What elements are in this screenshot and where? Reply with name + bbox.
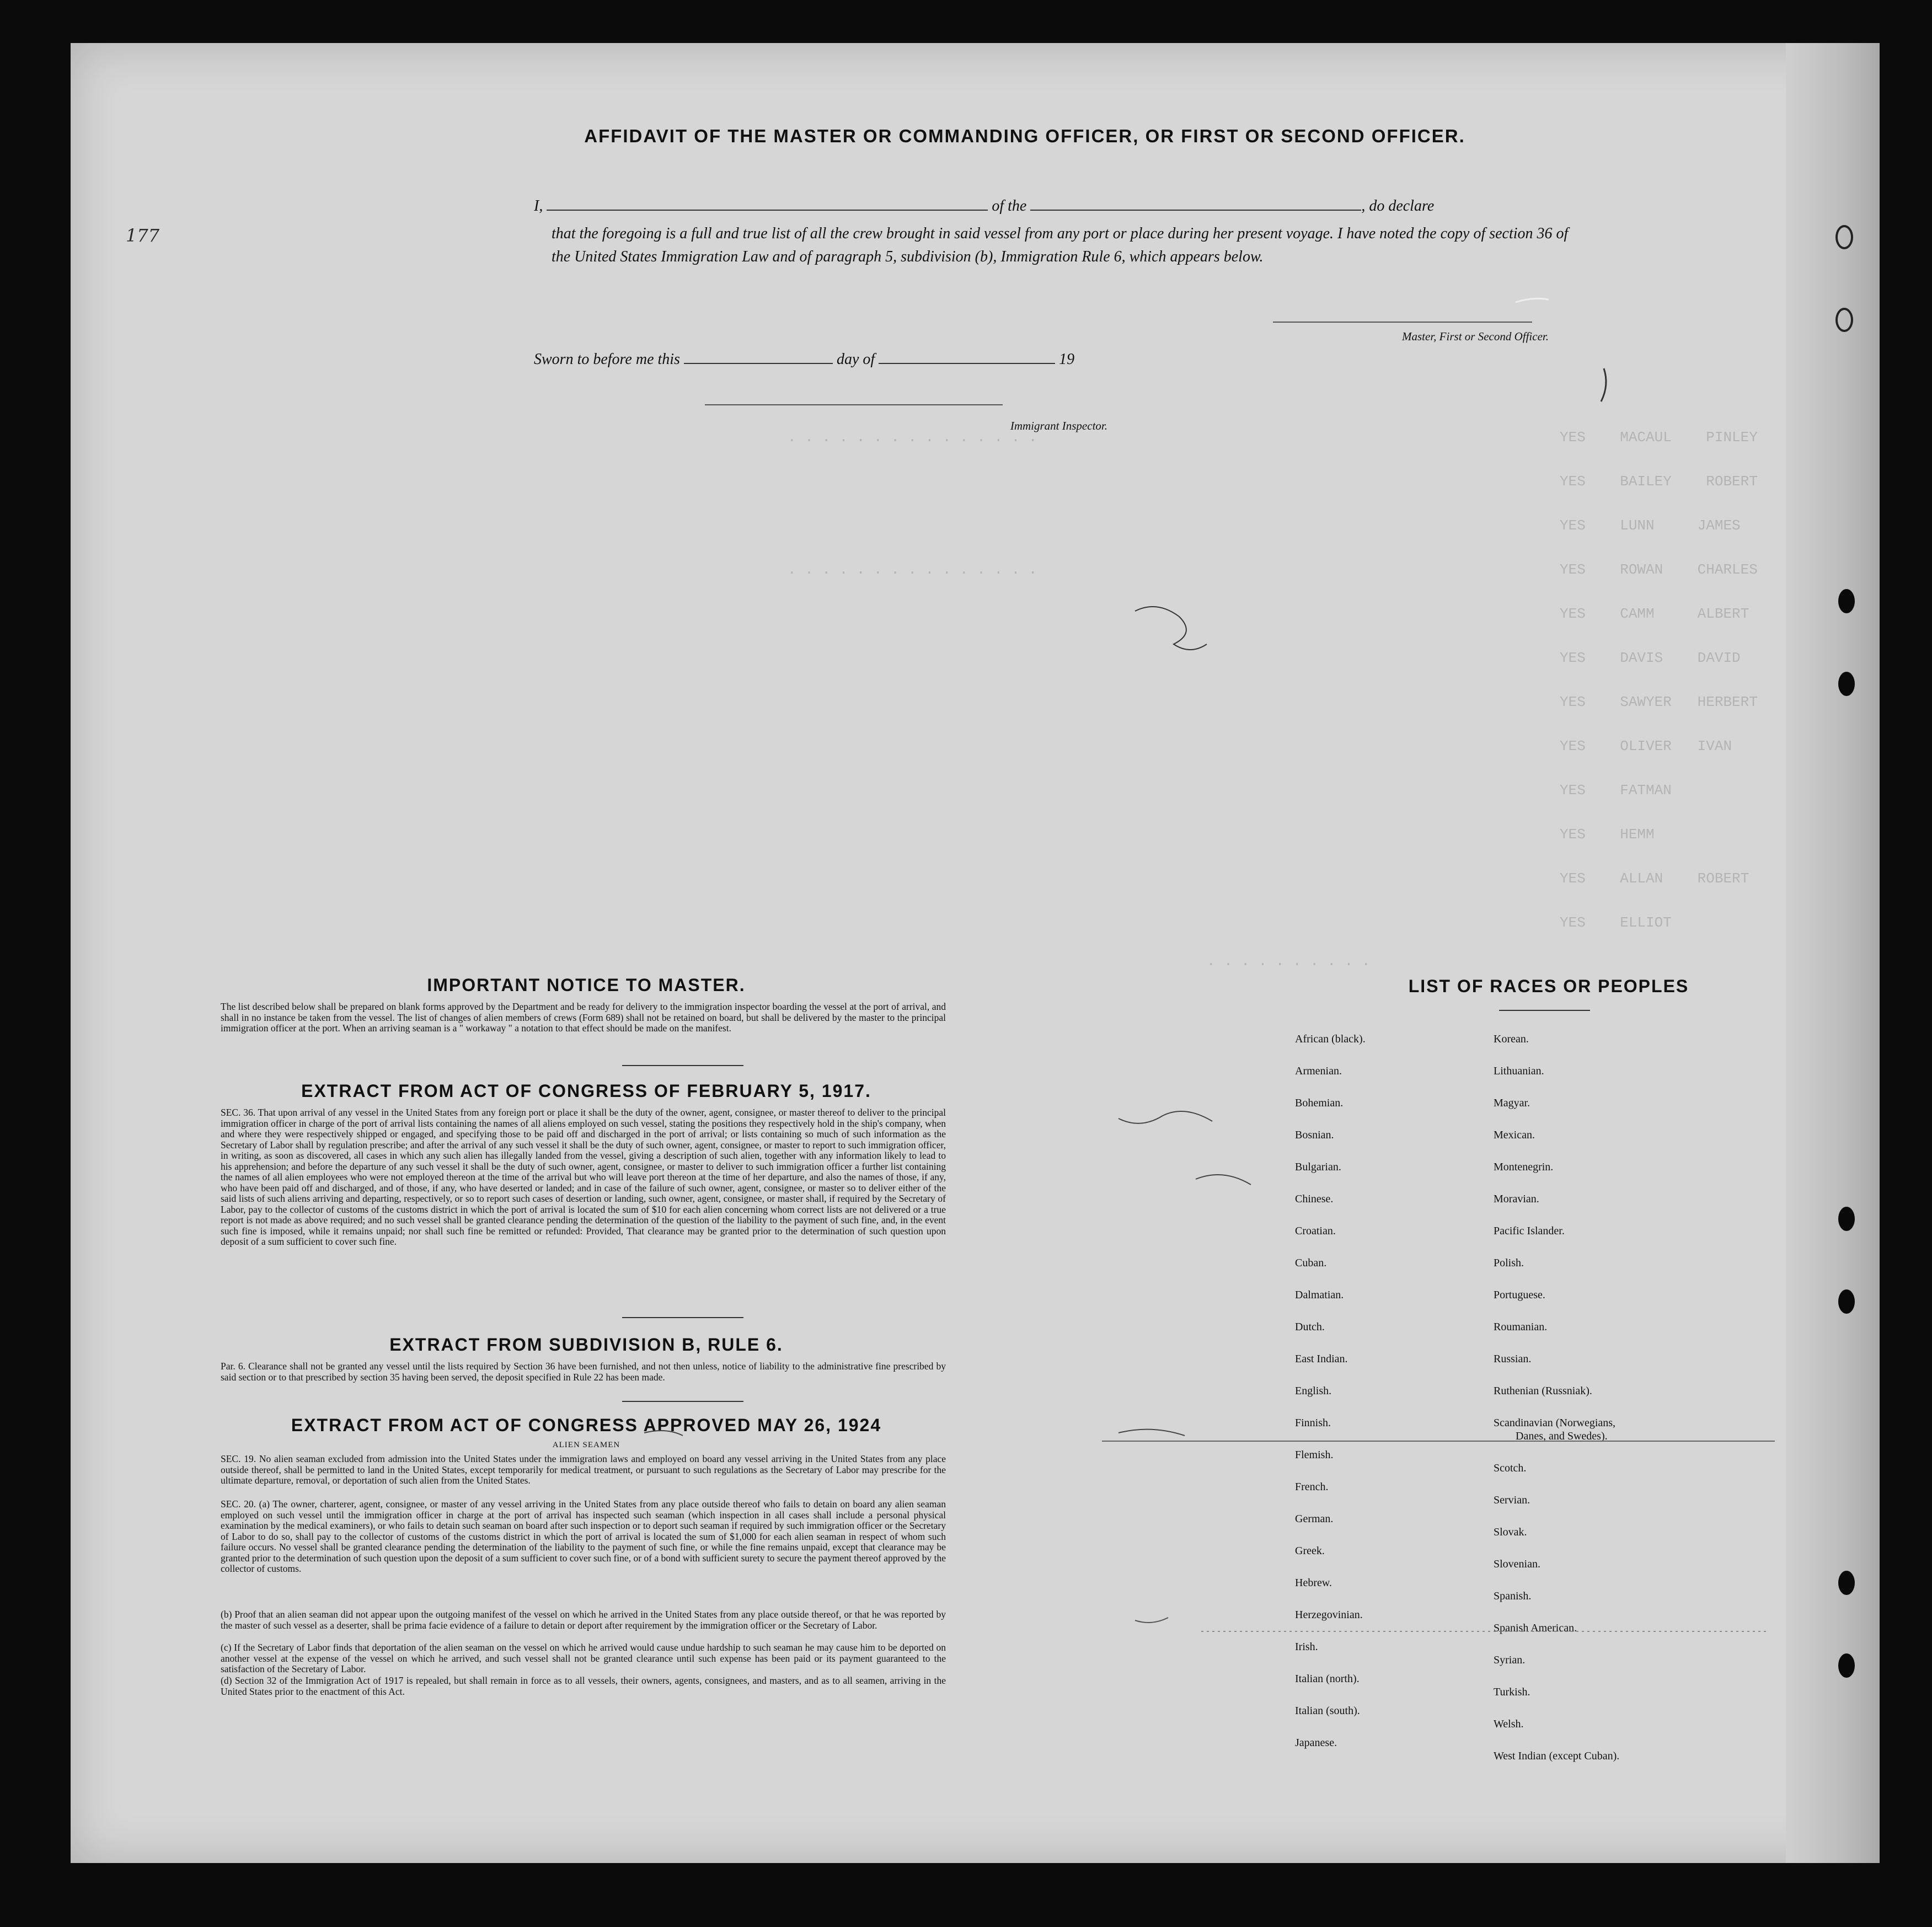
race-item: Ruthenian (Russniak). (1494, 1385, 1592, 1397)
race-item: Italian (south). (1295, 1705, 1360, 1717)
handwritten-scribbles (71, 43, 1880, 1863)
extract-1924-sec20d: (d) Section 32 of the Immigration Act of 1917 is repealed, but shall remain in force as to all vessels, their owners, agents, consignees, and masters, and as to all seamen, arriving in the United States prior to the enactment of this Act. (221, 1675, 946, 1697)
sworn-prefix: Sworn to before me this (534, 351, 680, 368)
extract-1924-sec20b: (b) Proof that an alien seaman did not appear upon the outgoing manifest of the vessel on which he arrived in the United States from any place outside thereof, or that he was reported by the master of such vessel as a deserter, shall be prima facie evidence of a failure to detain or deport after requirement by the immigration officer or the Secretary of Labor. (221, 1609, 946, 1631)
race-item: Mexican. (1494, 1129, 1535, 1141)
rule6-text: Par. 6. Clearance shall not be granted any vessel until the lists required by Section 36 have been furnished, and not then unless, notice of liability to the administrative fine prescribed by said section or to that prescribed by section 35 having been served, the deposit specified in Rule 22 has been made. (221, 1361, 946, 1383)
sworn-year: 19 (1059, 351, 1075, 368)
race-item: West Indian (except Cuban). (1494, 1750, 1620, 1762)
vessel-prefix: of the (992, 197, 1027, 215)
race-item: Magyar. (1494, 1097, 1530, 1109)
extract-1924-sec19: SEC. 19. No alien seaman excluded from admission into the United States under the immigration laws and employed on board any vessel arriving in the United States from any place outside thereof, shall be permitted to land in the United States, except temporarily for medical treatment, or pursuant to such regulations as the Secretary of Labor may prescribe for the ultimate departure, removal, or deportation of such alien from the United States. (221, 1453, 946, 1486)
extract-1924-sec20c: (c) If the Secretary of Labor finds that deportation of the alien seaman on the vessel on which he arrived would cause undue hardship to such seaman he may cause him to be deported on another vessel at the expense of the vessel on which he arrived, and such vessel shall not be granted clearance until such expense has been paid or its payment guaranteed to the satisfaction of the Secretary of Labor. (221, 1642, 946, 1674)
race-item: Bulgarian. (1295, 1161, 1341, 1173)
race-item: Armenian. (1295, 1065, 1342, 1077)
race-item: Hebrew. (1295, 1577, 1332, 1589)
race-item: Pacific Islander. (1494, 1225, 1565, 1237)
race-item: Turkish. (1494, 1686, 1530, 1698)
extract-1924-sec20a: SEC. 20. (a) The owner, charterer, agent, consignee, or master of any vessel arriving in the United States from any place outside thereof who fails to detain on board any alien seaman employed on such vessel until the immigration officer in charge at the port of arrival has inspected such seaman (which inspection in all cases shall include a personal physical examination by the medical examiners), or who fails to detain such seaman on board after such inspection or to deport such seaman if required by such immigration officer or the Secretary of Labor to do so, shall pay to the collector of customs of the customs district in which the port of arrival is located the sum of $1,000 for each alien seaman in respect of whom such failure occurs. No vessel shall be granted clearance pending the determination of the liability to the payment of such fine, or while the fine remains unpaid, except that clearance may be granted prior to the determination of such question upon the deposit of a sum sufficient to cover such fine, or of a bond with sufficient surety to secure the payment thereof approved by the collector of customs. (221, 1498, 946, 1574)
extract-1917-title: EXTRACT FROM ACT OF CONGRESS OF FEBRUARY 5, 1917. (301, 1081, 871, 1101)
race-item: Greek. (1295, 1545, 1325, 1557)
race-item: Bohemian. (1295, 1097, 1344, 1109)
race-item: Slovak. (1494, 1526, 1527, 1538)
inspector-caption: Immigrant Inspector. (1010, 419, 1107, 432)
race-item: Italian (north). (1295, 1673, 1360, 1685)
race-item: Roumanian. (1494, 1321, 1548, 1333)
race-item: French. (1295, 1481, 1329, 1493)
rule6-title: EXTRACT FROM SUBDIVISION B, RULE 6. (389, 1335, 783, 1355)
affidavit-body: that the foregoing is a full and true list of all the crew brought in said vessel from any port or place during her present voyage. I have noted the copy of section 36 of the United States Immigration Law and of paragraph 5, subdivision (b), Immigration Rule 6, which appears below. (552, 225, 1569, 265)
race-item: Montenegrin. (1494, 1161, 1554, 1173)
race-item: Croatian. (1295, 1225, 1336, 1237)
race-item: Korean. (1494, 1033, 1529, 1045)
race-item: Portuguese. (1494, 1289, 1545, 1301)
race-item: Herzegovinian. (1295, 1609, 1363, 1621)
race-item: Flemish. (1295, 1449, 1334, 1461)
race-item: Scandinavian (Norwegians, (1494, 1417, 1616, 1429)
race-item: Syrian. (1494, 1654, 1526, 1666)
race-item: Chinese. (1295, 1193, 1334, 1205)
race-item: Bosnian. (1295, 1129, 1334, 1141)
officer-caption: Master, First or Second Officer. (1402, 330, 1549, 343)
race-item: Dalmatian. (1295, 1289, 1344, 1301)
race-item: German. (1295, 1513, 1334, 1525)
race-item: English. (1295, 1385, 1332, 1397)
race-item: Spanish American. (1494, 1622, 1577, 1634)
race-item: African (black). (1295, 1033, 1366, 1045)
race-item: Irish. (1295, 1641, 1318, 1653)
affidavit-title: AFFIDAVIT OF THE MASTER OR COMMANDING OFFICER, OR FIRST OR SECOND OFFICER. (584, 126, 1465, 146)
race-item: Polish. (1494, 1257, 1524, 1269)
notice-text: The list described below shall be prepared on blank forms approved by the Department and be ready for delivery to the immigration inspector boarding the vessel at the port of arrival, and shall in no instance be taken from the vessel. The list of changes of alien members of crews (Form 689) shall not be retained on board, but shall be delivered by the master to the principal immigration officer at the port. When an arriving seaman is a " workaway " a notation to that effect should be made on the manifest. (221, 1001, 946, 1034)
extract-1924-subtitle: ALIEN SEAMEN (552, 1441, 620, 1449)
notice-title: IMPORTANT NOTICE TO MASTER. (427, 975, 746, 995)
race-item: Servian. (1494, 1494, 1530, 1506)
race-item: Lithuanian. (1494, 1065, 1544, 1077)
race-item: Danes, and Swedes). (1516, 1430, 1608, 1442)
page-number-mark: 177 (126, 225, 160, 246)
race-item: Moravian. (1494, 1193, 1539, 1205)
race-item: Welsh. (1494, 1718, 1524, 1730)
race-item: Dutch. (1295, 1321, 1325, 1333)
race-item: Slovenian. (1494, 1558, 1540, 1570)
race-item: Spanish. (1494, 1590, 1532, 1602)
form-sheet: YES MACAUL PINLEY YES BAILEY ROBERT YES LUNN JAMES YES ROWAN CHARLES YES CAMM ALBERT YES DAVIS DAVID YES SAWYER HERBERT YES OLIVER IVAN YES FATMAN YES HEMM YES ALLAN ROBERT YES ELLIOT . . . . . . . . . . . . . . . . . . . . . . . . . . . . . . . . . . . . . . . . AFFIDAVIT OF THE MASTER OR COMMANDING OFFICER, OR FIRST OR SECOND OFFICER. I, of the , do declare that the foregoing is a full and true list of all the crew brought in said vessel from any port or place during her present voyage. I have noted the copy of section 36 of the United States Immigration Law and of paragraph 5, subdivision (b), Immigration Rule 6, which appears below. Master, First or Second Officer. Sworn to before me this day of 19 Immigrant Inspector. IMPORTANT NOTICE TO MASTER. The list described below shall be prepared on blank forms approved by the Department and be ready for delivery to the immigration inspector boarding the vessel at the port of arrival, and shall in no instance be taken from the vessel. The list of changes of alien members of crews (Form 689) shall not be retained on board, but shall be delivered by the master to the principal immigration officer at the port. When an arriving seaman is a " workaway " a notation to that effect should be made on the manifest. EXTRACT FROM ACT OF CONGRESS OF FEBRUARY 5, 1917. SEC. 36. That upon arrival of any vessel in the United States from any foreign port or place it shall be the duty of the owner, agent, consignee, or master thereof to deliver to the principal immigration officer in charge of the port of arrival lists containing the names of all aliens employed on such vessel, stating the positions they respectively hold in the ship's company, when and where they were respectively shipped or engaged, and specifying those to be paid off and discharged in the port of arrival; or lists containing so much of such information as the Secretary of Labor shall by regulation prescribe; and after the arrival of any such vessel it shall be the duty of such owner, agent, consignee, or master to report to such immigration officer, in writing, as soon as discovered, all cases in which any such alien has illegally landed from the vessel, giving a description of such alien, together with any information likely to lead to his apprehension; and before the departure of any such vessel it shall be the duty of such owner, agent, consignee, or master to deliver to such immigration officer a further list containing the names of all alien employees who were not employed thereon at the time of the arrival but who will leave port thereon at the time of her departure, and also the names of those, if any, who have been paid off and discharged, and of those, if any, who have deserted or landed; and in case of the failure of such owner, agent, consignee, or master so to deliver either of the said lists of such aliens arriving and departing, respectively, or so to report such cases of desertion or landing, such owner, agent, consignee, or master shall, if required by the Secretary of Labor, pay to the collector of customs of the customs district in which the port of arrival is located the sum of $10 for each alien concerning whom correct lists are not delivered or a true report is not made as above required; and no such vessel shall be granted clearance pending the determination of the question of the liability to the payment of such fine, and, in the event such fine is imposed, while it remains unpaid; nor shall such fine be remitted or refunded: Provided, That clearance may be granted prior to the determination of such question upon deposit of a sum sufficient to cover such fine. EXTRACT FROM SUBDIVISION B, RULE 6. Par. 6. Clearance shall not be granted any vessel until the lists required by Section 36 have been furnished, and not then unless, notice of liability to the administrative fine prescribed by said section or to that prescribed by section 35 having been served, the deposit specified in Rule 22 has been made. EXTRACT FROM ACT OF CONGRESS APPROVED MAY 26, 1924 ALIEN SEAMEN SEC. 19. No alien seaman excluded from admission into the United States under the immigration laws and employed on board any vessel arriving in the United States from any place outside thereof, shall be permitted to land in the United States, except temporarily for medical treatment, or pursuant to such regulations as the Secretary of Labor may prescribe for the ultimate departure, removal, or deportation of such alien from the United States. SEC. 20. (a) The owner, charterer, agent, consignee, or master of any vessel arriving in the United States from any place outside thereof who fails to detain on board any alien seaman employed on such vessel until the immigration officer in charge at the port of arrival has inspected such seaman (which inspection in all cases shall include a personal physical examination by the medical examiners), or who fails to detain such seaman on board after such inspection or to deport such seaman if required by such immigration officer or the Secretary of Labor to do so, shall pay to the collector of customs of the customs district in which the port of arrival is located the sum of $1,000 for each alien seaman in respect of whom such failure occurs. No vessel shall be granted clearance pending the determination of the liability to the payment of such fine, or while the fine remains unpaid, except that clearance may be granted prior to the determination of such question upon the deposit of a sum sufficient to cover such fine, or of a bond with sufficient surety to secure the payment thereof approved by the collector of customs. (b) Proof that an alien seaman did not appear upon the outgoing manifest of the vessel on which he arrived in the United States from any place outside thereof, or that he was reported by the master of such vessel as a deserter, shall be prima facie evidence of a failure to detain or deport after requirement by the immigration officer or the Secretary of Labor. (c) If the Secretary of Labor finds that deportation of the alien seaman on the vessel on which he arrived would cause undue hardship to such seaman he may cause him to be deported on another vessel at the expense of the vessel on which he arrived, and such vessel shall not be granted clearance until such expense has been paid or its payment guaranteed to the satisfaction of the Secretary of Labor. (d) Section 32 of the Immigration Act of 1917 is repealed, but shall remain in force as to all vessels, their owners, agents, consignees, and masters, and as to all seamen, arriving in the United States prior to the enactment of this Act. LIST OF RACES OR PEOPLES African (black). Armenian. Bohemian. Bosnian. Bulgarian. Chinese. Croatian. Cuban. Dalmatian. Dutch. East Indian. English. Finnish. Flemish. French. German. Greek. Hebrew. Herzegovinian. Irish. Italian (north). Italian (south). Japanese. Korean. Lithuanian. Magyar. Mexican. Montenegrin. Moravian. Pacific Islander. Polish. Portuguese. Roumanian. Russian. Ruthenian (Russniak). Scandinavian (Norwegians, Danes, and Swedes). Scotch. Servian. Slovak. Slovenian. Spanish. Spanish American. Syrian. Turkish. Welsh. West Indian (except Cuban). 177 (71, 43, 1880, 1863)
race-item: Cuban. (1295, 1257, 1327, 1269)
race-item: Japanese. (1295, 1737, 1337, 1749)
sworn-mid: day of (836, 351, 875, 368)
races-title: LIST OF RACES OR PEOPLES (1408, 976, 1689, 996)
race-item: Scotch. (1494, 1462, 1527, 1474)
extract-1924-title: EXTRACT FROM ACT OF CONGRESS APPROVED MAY 26, 1924 (291, 1415, 882, 1435)
race-item: Finnish. (1295, 1417, 1331, 1429)
declare-suffix: , do declare (1361, 197, 1435, 215)
race-item: Russian. (1494, 1353, 1532, 1365)
race-item: East Indian. (1295, 1353, 1348, 1365)
extract-1917-text: SEC. 36. That upon arrival of any vessel in the United States from any foreign port or place it shall be the duty of the owner, agent, consignee, or master thereof to deliver to the principal immigration officer in charge of the port of arrival lists containing the names of all aliens employed on such vessel, stating the positions they respectively hold in the ship's company, when and where they were respectively shipped or engaged, and specifying those to be paid off and discharged in the port of arrival; or lists containing so much of such information as the Secretary of Labor shall by regulation prescribe; and after the arrival of any such vessel it shall be the duty of such owner, agent, consignee, or master to report to such immigration officer, in writing, as soon as discovered, all cases in which any such alien has illegally landed from the vessel, giving a description of such alien, together with any information likely to lead to his apprehension; and before the departure of any such vessel it shall be the duty of such owner, agent, consignee, or master to deliver to such immigration officer a further list containing the names of all alien employees who were not employed thereon at the time of the arrival but who will leave port thereon at the time of her departure, and also the names of those, if any, who have been paid off and discharged, and of those, if any, who have deserted or landed; and in case of the failure of such owner, agent, consignee, or master so to deliver either of the said lists of such aliens arriving and departing, respectively, or so to report such cases of desertion or landing, such owner, agent, consignee, or master shall, if required by the Secretary of Labor, pay to the collector of customs of the customs district in which the port of arrival is located the sum of $10 for each alien concerning whom correct lists are not delivered or a true report is not made as above required; and no such vessel shall be granted clearance pending the determination of the question of the liability to the payment of such fine, and, in the event such fine is imposed, while it remains unpaid; nor shall such fine be remitted or refunded: Provided, That clearance may be granted prior to the determination of such question upon deposit of a sum sufficient to cover such fine. (221, 1107, 946, 1247)
declarant-prefix: I, (534, 197, 543, 215)
